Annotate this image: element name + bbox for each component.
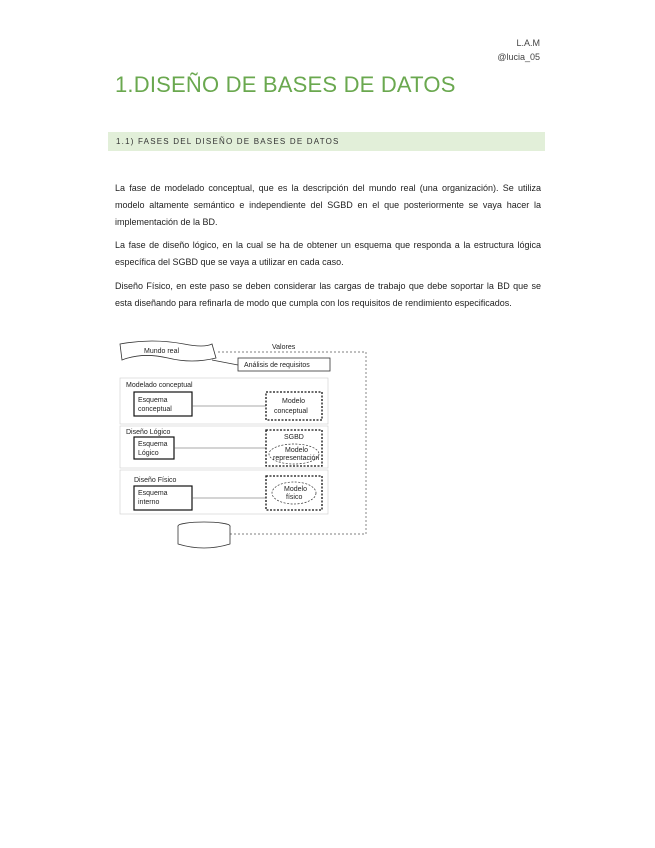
arrow-to-analysis: [212, 360, 238, 365]
phase-conceptual-title: Modelado conceptual: [126, 382, 193, 389]
modelo-fisico-line1: Modelo: [284, 486, 307, 493]
modelo-conceptual-box: [266, 392, 322, 420]
esquema-conceptual-line2: conceptual: [138, 406, 172, 413]
database-cylinder-icon: [178, 522, 230, 548]
analisis-label: Análisis de requisitos: [244, 362, 310, 369]
section-heading: 1.1) FASES DEL DISEÑO DE BASES DE DATOS: [108, 132, 545, 151]
esquema-interno-line2: interno: [138, 499, 160, 506]
design-phases-diagram: [112, 336, 378, 556]
modelo-representacion-line1: Modelo: [285, 447, 308, 454]
esquema-conceptual-line1: Esquema: [138, 397, 168, 404]
page-title: 1.DISEÑO DE BASES DE DATOS: [115, 72, 456, 97]
esquema-logico-line2: Lógico: [138, 450, 159, 457]
valores-label: Valores: [272, 344, 296, 351]
author-initials: L.A.M: [516, 38, 540, 48]
paragraph-logical: La fase de diseño lógico, en la cual se ha de obtener un esquema que responda a la estructura lógica específica del SGBD que se vaya a utilizar en cada caso.: [115, 240, 541, 267]
modelo-representacion-line2: representación: [273, 455, 320, 462]
phase-physical-title: Diseño Físico: [134, 477, 177, 484]
esquema-interno-line1: Esquema: [138, 490, 168, 497]
document-header: [497, 36, 540, 64]
mundo-real-label: Mundo real: [144, 348, 180, 355]
author-handle: @lucia_05: [497, 52, 540, 62]
modelo-fisico-line2: físico: [286, 494, 303, 501]
modelo-conceptual-line1: Modelo: [282, 398, 305, 405]
paragraph-physical: Diseño Físico, en este paso se deben considerar las cargas de trabajo que debe soportar la BD que se esta diseñando para refinarla de modo que cumpla con los requisitos de rendimiento especificados.: [115, 281, 541, 308]
phase-logical-title: Diseño Lógico: [126, 429, 171, 436]
paragraph-conceptual: La fase de modelado conceptual, que es la descripción del mundo real (una organización). Se utiliza modelo altamente semántico e independiente del SGBD en el que posteriormente se vaya hacer la implementación de la BD.: [115, 183, 541, 227]
esquema-logico-line1: Esquema: [138, 441, 168, 448]
sgbd-label: SGBD: [284, 434, 304, 441]
modelo-conceptual-line2: conceptual: [274, 408, 308, 415]
